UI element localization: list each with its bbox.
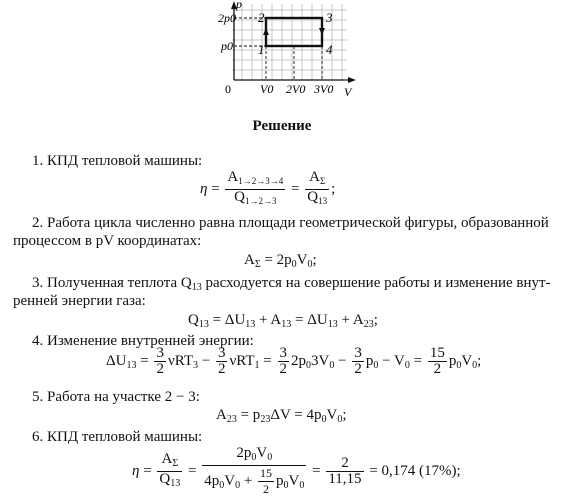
item-text: КПД тепловой машины: (47, 429, 203, 445)
item-2-line-b: процессом в pV координатах: (13, 233, 202, 249)
item-number: 6. (32, 429, 44, 445)
equation-1: η = $\frac{A_{1\to 2\to 3\to 4}}{Q_{1\to 2\to 3}}$ = $\frac{A_\Sigma}{Q_{13}}$ ; (200, 169, 336, 206)
axis-v-label: V (344, 85, 352, 99)
tick-p0: p0 (221, 39, 233, 53)
item-text: КПД тепловой машины: (47, 153, 203, 169)
item-2-line-a (32, 214, 549, 232)
item-text: Работа на участке 2 − 3: (47, 389, 200, 405)
efficiency-value: 0,174 (381, 462, 416, 479)
item-number: 5. (32, 389, 44, 405)
item-text: Полученная теплота Q (47, 275, 192, 291)
solution-title: Решение (252, 118, 312, 134)
item-number: 3. (32, 275, 44, 291)
point-3-label: 3 (326, 10, 333, 25)
item-text: Работа цикла численно равна площади геометрической фигуры, образованной (47, 215, 549, 231)
item-1 (32, 152, 202, 170)
tick-v0: V0 (260, 82, 274, 96)
equation-4: $\Delta U_{13}$ = $\frac{3}{2}$ νRT$_3$ − $\frac{3}{2}$ νRT$_1$ = $\frac{3}{2}$ $2p_03V_0$ − $\frac{3}{2}$ $p_0 - V_0$ = $\frac{15}{2}$ $p_0V_0$; (106, 345, 482, 377)
arrow-3-4 (319, 28, 325, 35)
point-2-label: 2 (258, 10, 265, 25)
arrow-1-2 (263, 28, 269, 35)
item-5 (32, 388, 200, 406)
item-3-line-b: ренней энергии газа: (13, 293, 146, 309)
item-6 (32, 428, 202, 446)
item-number: 1. (32, 153, 44, 169)
item-3-line-a: 3. Полученная теплота $Q_{13}$ расходуется на совершение работы и изменение внут- (32, 275, 551, 293)
equation-6: η = $\frac{A_\Sigma}{Q_{13}}$ = $2p_0V_0$ $4p_0V_0$ + $\frac{15}{2}$ $p_0V_0$ = $\frac{2}{11,15}$ = 0,174 (17%); (132, 445, 461, 496)
guide-lines (234, 18, 322, 80)
origin-label: 0 (225, 82, 231, 96)
item-number: 2. (32, 215, 44, 231)
cycle-path (266, 18, 322, 46)
efficiency-percent: (17%); (419, 462, 461, 479)
item-text: Изменение внутренней энергии: (47, 333, 254, 349)
tick-3v0: 3V0 (314, 82, 334, 96)
equation-2: $A_\Sigma = 2p_0V_0$; (244, 252, 317, 270)
equation-3: $Q_{13} = \Delta U_{13} + A_{13} = \Delta U_{13} + A_{23}$; (188, 312, 378, 330)
tick-2v0: 2V0 (286, 82, 306, 96)
tick-2p0: 2p0 (218, 11, 236, 25)
denominator: 11,15 (328, 471, 362, 487)
point-1-label: 1 (258, 42, 265, 57)
axis-p-label: p (236, 0, 242, 11)
item-number: 4. (32, 333, 44, 349)
equation-5: $A_{23} = p_{23}\Delta V = 4p_0V_0$; (216, 407, 347, 425)
pv-diagram (212, 0, 372, 100)
point-4-label: 4 (326, 42, 333, 57)
v-axis-arrow (348, 77, 356, 83)
